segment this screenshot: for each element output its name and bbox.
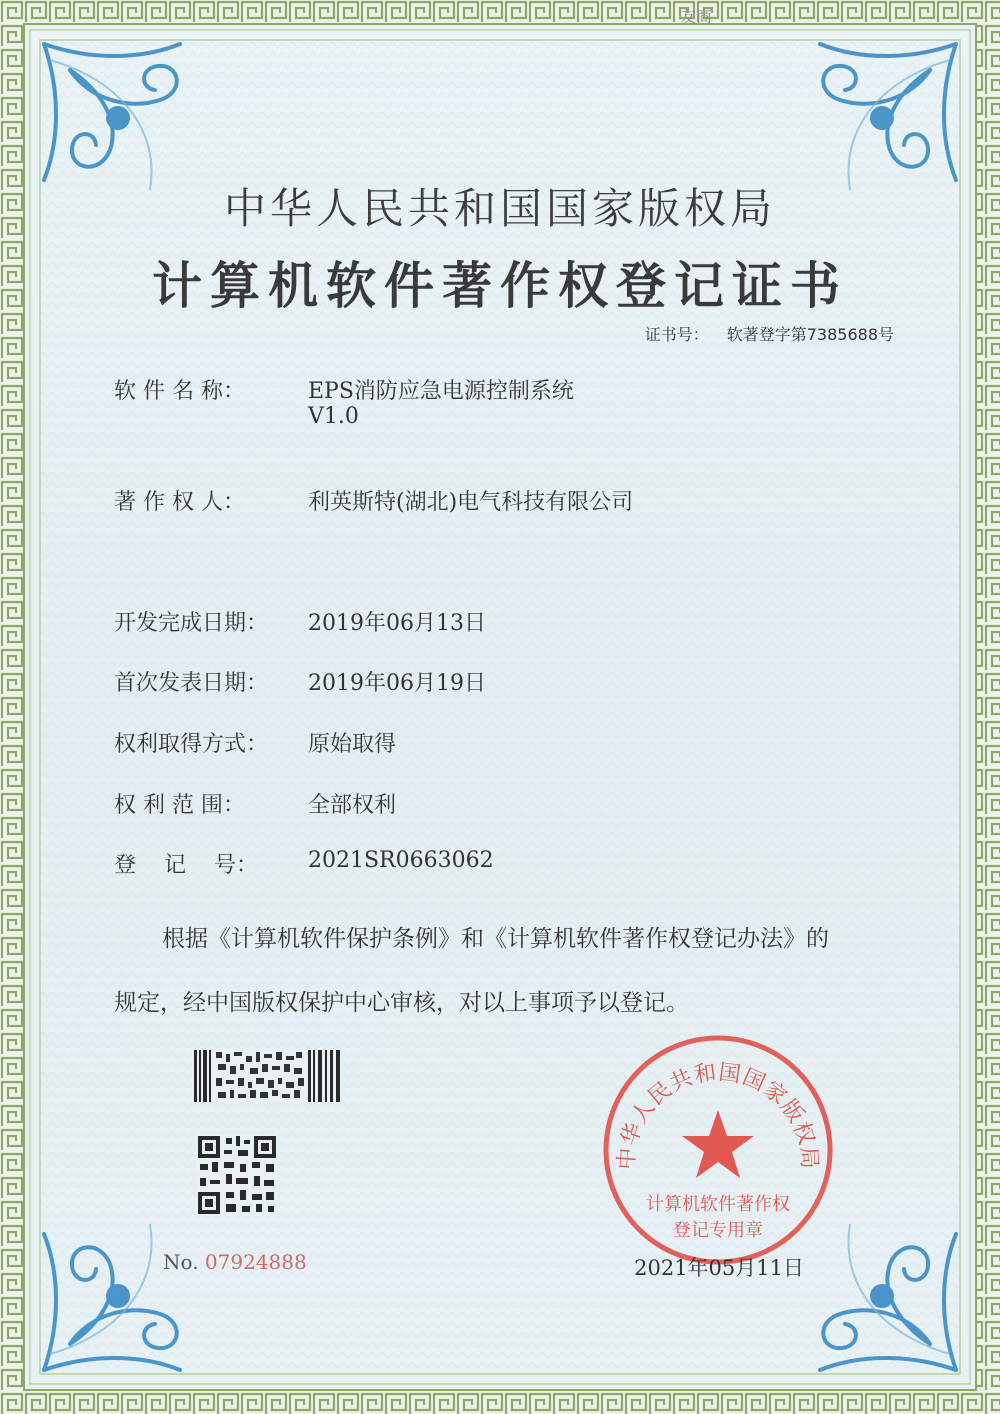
- acquisition-method-label: 权利取得方式：: [114, 732, 269, 757]
- publication-date-label: 首次发表日期：: [114, 671, 269, 696]
- registration-number-value: 2021SR0663062: [308, 848, 494, 873]
- issue-date: 2021年05月11日: [634, 1256, 804, 1280]
- software-name-label: 软 件 名 称：: [114, 379, 245, 404]
- seal-star-icon: [682, 1110, 754, 1178]
- serial-prefix: No.: [163, 1250, 199, 1274]
- registration-number-label: 登 记 号：: [114, 853, 258, 878]
- barcode-image: [192, 1050, 342, 1102]
- acquisition-method-value: 原始取得: [308, 732, 397, 757]
- certificate-title: 计算机软件著作权登记证书: [152, 257, 848, 315]
- software-version-value: V1.0: [308, 404, 359, 429]
- serial-number: [163, 1250, 307, 1274]
- seal-inner-line-2: 登记专用章: [673, 1220, 763, 1241]
- certificate-number: [645, 322, 894, 345]
- issuing-authority: 中华人民共和国国家版权局: [223, 184, 776, 233]
- completion-date-label: 开发完成日期：: [114, 611, 269, 636]
- statement-line-1: 根据《计算机软件保护条例》和《计算机软件著作权登记办法》的: [162, 926, 829, 952]
- certificate-number-label: 证书号：: [644, 325, 709, 344]
- rights-scope-value: 全部权利: [308, 793, 397, 818]
- copyright-owner-label: 著 作 权 人：: [114, 490, 245, 515]
- official-seal-stamp: [600, 1032, 836, 1268]
- publication-date-value: 2019年06月19日: [308, 671, 486, 696]
- handwritten-note: 友商: [680, 7, 713, 26]
- serial-number-value: 07924888: [204, 1250, 307, 1274]
- qr-code-image: [196, 1134, 278, 1216]
- certificate-number-value: 软著登字第7385688号: [726, 325, 894, 344]
- seal-inner-line-1: 计算机软件著作权: [646, 1194, 790, 1215]
- software-name-value: EPS消防应急电源控制系统: [308, 379, 574, 404]
- statement-line-2: 规定，经中国版权保护中心审核，对以上事项予以登记。: [114, 990, 689, 1016]
- rights-scope-label: 权 利 范 围：: [114, 793, 245, 818]
- copyright-owner-value: 利英斯特(湖北)电气科技有限公司: [308, 490, 634, 515]
- completion-date-value: 2019年06月13日: [308, 611, 486, 636]
- seal-outer-text: 中华人民共和国国家版权局: [614, 1060, 822, 1171]
